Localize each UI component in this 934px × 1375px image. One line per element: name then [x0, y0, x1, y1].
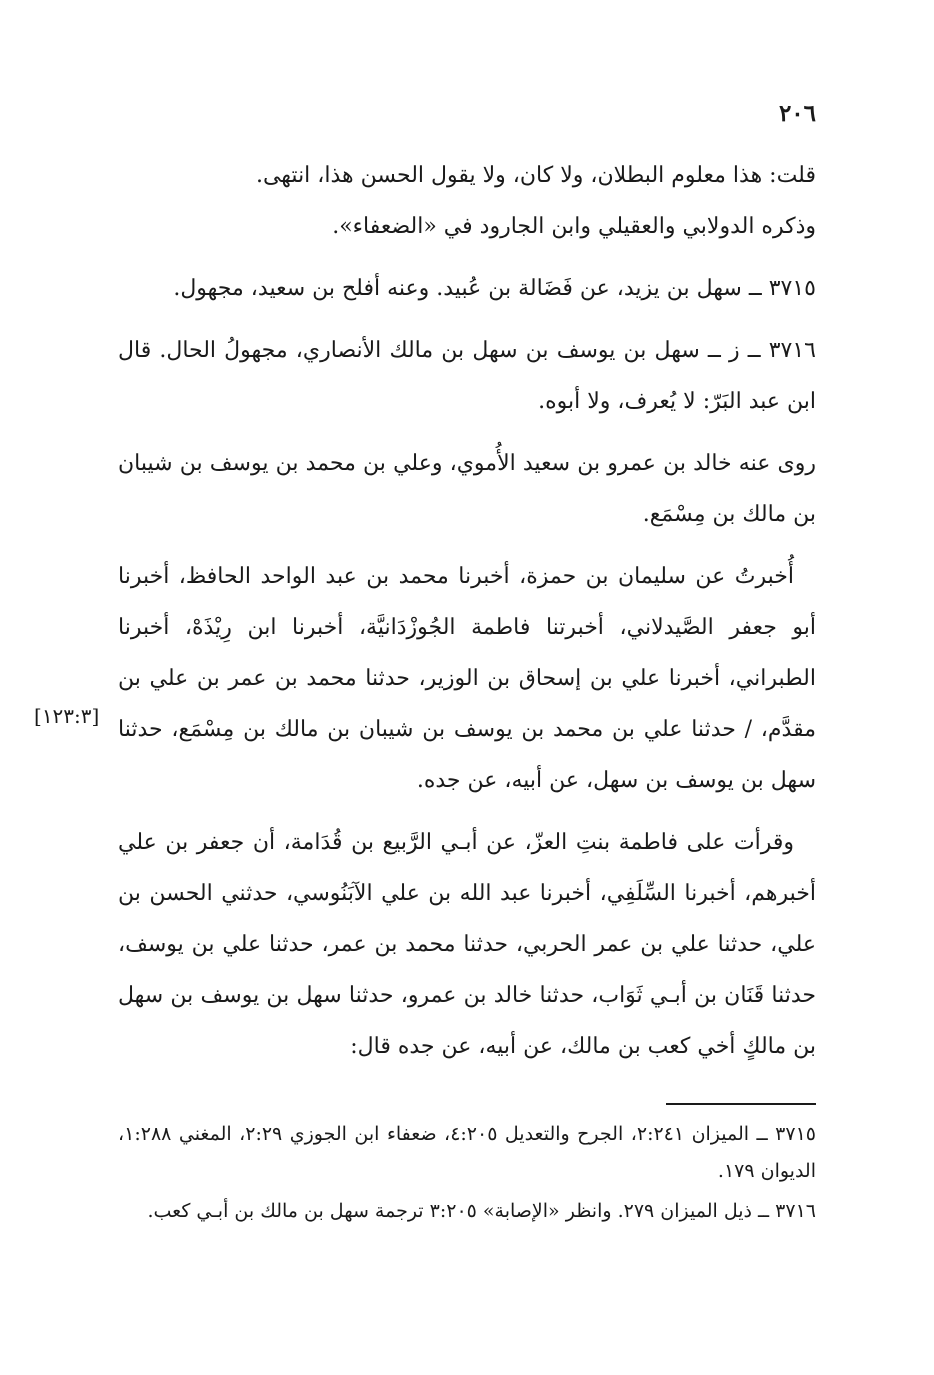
entry-3716: ٣٧١٦ ــ ز ــ سهل بن يوسف بن سهل بن مالك الأنصاري، مجهولُ الحال. قال ابن عبد البَرّ: لا يُعرف، ولا أبوه. — [118, 338, 816, 414]
footnote-3715: ٣٧١٥ ــ الميزان ٢:٢٤١، الجرح والتعديل ٤:٢٠٥، ضعفاء ابن الجوزي ٢:٢٩، المغني ١:٢٨٨، الديوان ١٧٩. — [118, 1123, 816, 1182]
footnote-divider — [666, 1103, 816, 1105]
paragraph-critique: قلت: هذا معلوم البطلان، ولا كان، ولا يقول الحسن هذا، انتهى. — [255, 163, 816, 188]
paragraph-isnad-2: وقرأت على فاطمة بنتِ العزّ، عن أبـي الرَّبيع بن قُدَامة، أن جعفر بن علي أخبرهم، أخبرنا السِّلَفِي، أخبرنا عبد الله بن علي الآبَنُوسي، حدثني الحسن بن علي، حدثنا علي بن عمر الحربي، حدثنا محمد بن عمر، حدثنا علي بن يوسف، حدثنا قَنَان بن أبـي ثَوَاب، حدثنا خالد بن عمرو، حدثنا سهل بن يوسف بن سهل بن مالكٍ أخي كعب بن مالك، عن أبيه، عن جده قال: — [118, 830, 816, 1059]
main-text — [118, 150, 816, 1072]
paragraph-mention: وذكره الدولابي والعقيلي وابن الجارود في «الضعفاء». — [332, 214, 816, 239]
footnote-3716: ٣٧١٦ ــ ذيل الميزان ٢٧٩. وانظر «الإصابة» ٣:٢٠٥ ترجمة سهل بن مالك بن أبـي كعب. — [147, 1200, 816, 1222]
marginal-volume-reference: [١٢٣:٣] — [34, 704, 100, 728]
paragraph-isnad-1: أُخبرتُ عن سليمان بن حمزة، أخبرنا محمد بن عبد الواحد الحافظ، أخبرنا أبو جعفر الصَّيدلاني، أخبرتنا فاطمة الجُوزْدَانيَّة، أخبرنا ابن رِيْذَهْ، أخبرنا الطبراني، أخبرنا علي بن إسحاق بن الوزير، حدثنا محمد بن عمر بن علي بن مقدَّم، / حدثنا علي بن محمد بن يوسف بن شيبان بن مالك بن مِسْمَع، حدثنا سهل بن يوسف بن سهل، عن أبيه، عن جده. — [118, 564, 816, 793]
entry-3715: ٣٧١٥ ــ سهل بن يزيد، عن فَضَالة بن عُبيد. وعنه أفلح بن سعيد، مجهول. — [173, 276, 816, 301]
page-number: ٢٠٦ — [778, 100, 816, 127]
paragraph-narrators: روى عنه خالد بن عمرو بن سعيد الأُموي، وعلي بن محمد بن يوسف بن شيبان بن مالك بن مِسْمَع. — [118, 451, 816, 527]
footnotes — [118, 1116, 816, 1233]
